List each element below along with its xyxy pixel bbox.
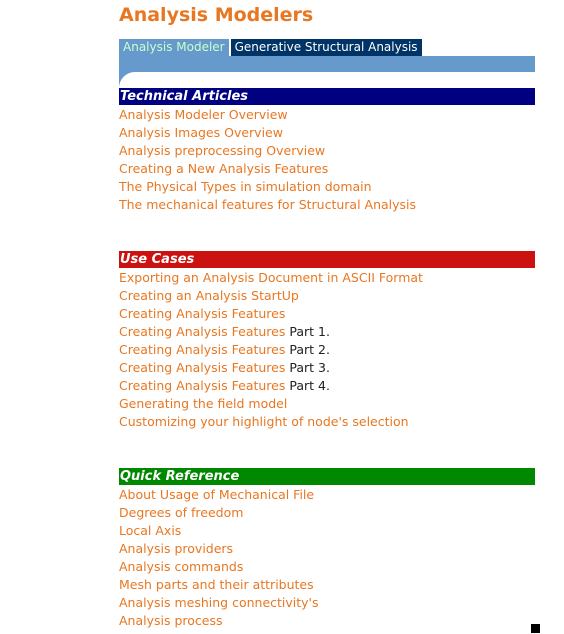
list-item (119, 142, 535, 160)
link-analysis-process[interactable]: Analysis process (119, 613, 223, 628)
list-item (119, 486, 535, 504)
link-mesh-parts[interactable]: Mesh parts and their attributes (119, 577, 314, 592)
link-creating-new-analysis-features[interactable]: Creating a New Analysis Features (119, 161, 329, 176)
link-creating-analysis-features-part1[interactable]: Creating Analysis Features (119, 324, 286, 339)
link-exporting-ascii[interactable]: Exporting an Analysis Document in ASCII Format (119, 270, 423, 285)
link-degrees-of-freedom[interactable]: Degrees of freedom (119, 505, 244, 520)
list-item (119, 377, 535, 395)
list-item (119, 341, 535, 359)
list-item (119, 287, 535, 305)
list-item (119, 594, 535, 612)
list-item (119, 558, 535, 576)
link-analysis-commands[interactable]: Analysis commands (119, 559, 244, 574)
link-creating-analysis-features[interactable]: Creating Analysis Features (119, 306, 286, 321)
link-creating-startup[interactable]: Creating an Analysis StartUp (119, 288, 299, 303)
list-item (119, 269, 535, 287)
tab-bar (119, 39, 422, 56)
use-cases-list (119, 269, 535, 431)
tab-generative-structural-analysis[interactable]: Generative Structural Analysis (229, 39, 422, 56)
tab-strip-curve (119, 72, 535, 88)
list-item (119, 160, 535, 178)
link-mechanical-file-usage[interactable]: About Usage of Mechanical File (119, 487, 315, 502)
corner-square (531, 624, 540, 633)
list-item (119, 178, 535, 196)
quick-reference-section (119, 468, 535, 630)
list-item (119, 413, 535, 431)
link-analysis-preprocessing-overview[interactable]: Analysis preprocessing Overview (119, 143, 326, 158)
link-creating-analysis-features-part4[interactable]: Creating Analysis Features (119, 378, 286, 393)
link-creating-analysis-features-part3[interactable]: Creating Analysis Features (119, 360, 286, 375)
part-label: Part 4. (285, 378, 330, 393)
technical-articles-section (119, 88, 535, 214)
part-label: Part 3. (285, 360, 330, 375)
link-analysis-providers[interactable]: Analysis providers (119, 541, 234, 556)
link-analysis-images-overview[interactable]: Analysis Images Overview (119, 125, 283, 140)
list-item (119, 395, 535, 413)
link-creating-analysis-features-part2[interactable]: Creating Analysis Features (119, 342, 286, 357)
part-label: Part 2. (285, 342, 330, 357)
link-generating-field-model[interactable]: Generating the field model (119, 396, 288, 411)
list-item (119, 540, 535, 558)
quick-reference-header: Quick Reference (119, 468, 535, 485)
list-item (119, 612, 535, 630)
list-item (119, 196, 535, 214)
tab-strip (119, 56, 535, 72)
list-item (119, 323, 535, 341)
page-title: Analysis Modelers (119, 4, 314, 26)
use-cases-header: Use Cases (119, 251, 535, 268)
link-physical-types[interactable]: The Physical Types in simulation domain (119, 179, 372, 194)
list-item (119, 522, 535, 540)
quick-reference-list (119, 486, 535, 630)
link-local-axis[interactable]: Local Axis (119, 523, 182, 538)
list-item (119, 504, 535, 522)
link-analysis-modeler-overview[interactable]: Analysis Modeler Overview (119, 107, 288, 122)
list-item (119, 305, 535, 323)
list-item (119, 124, 535, 142)
tab-analysis-modeler[interactable]: Analysis Modeler (119, 39, 229, 56)
list-item (119, 106, 535, 124)
use-cases-section (119, 251, 535, 431)
technical-articles-header: Technical Articles (119, 88, 535, 105)
link-mechanical-features[interactable]: The mechanical features for Structural Analysis (119, 197, 417, 212)
part-label: Part 1. (285, 324, 330, 339)
technical-articles-list (119, 106, 535, 214)
link-customizing-highlight[interactable]: Customizing your highlight of node's selection (119, 414, 409, 429)
list-item (119, 359, 535, 377)
link-meshing-connectivity[interactable]: Analysis meshing connectivity's (119, 595, 319, 610)
list-item (119, 576, 535, 594)
